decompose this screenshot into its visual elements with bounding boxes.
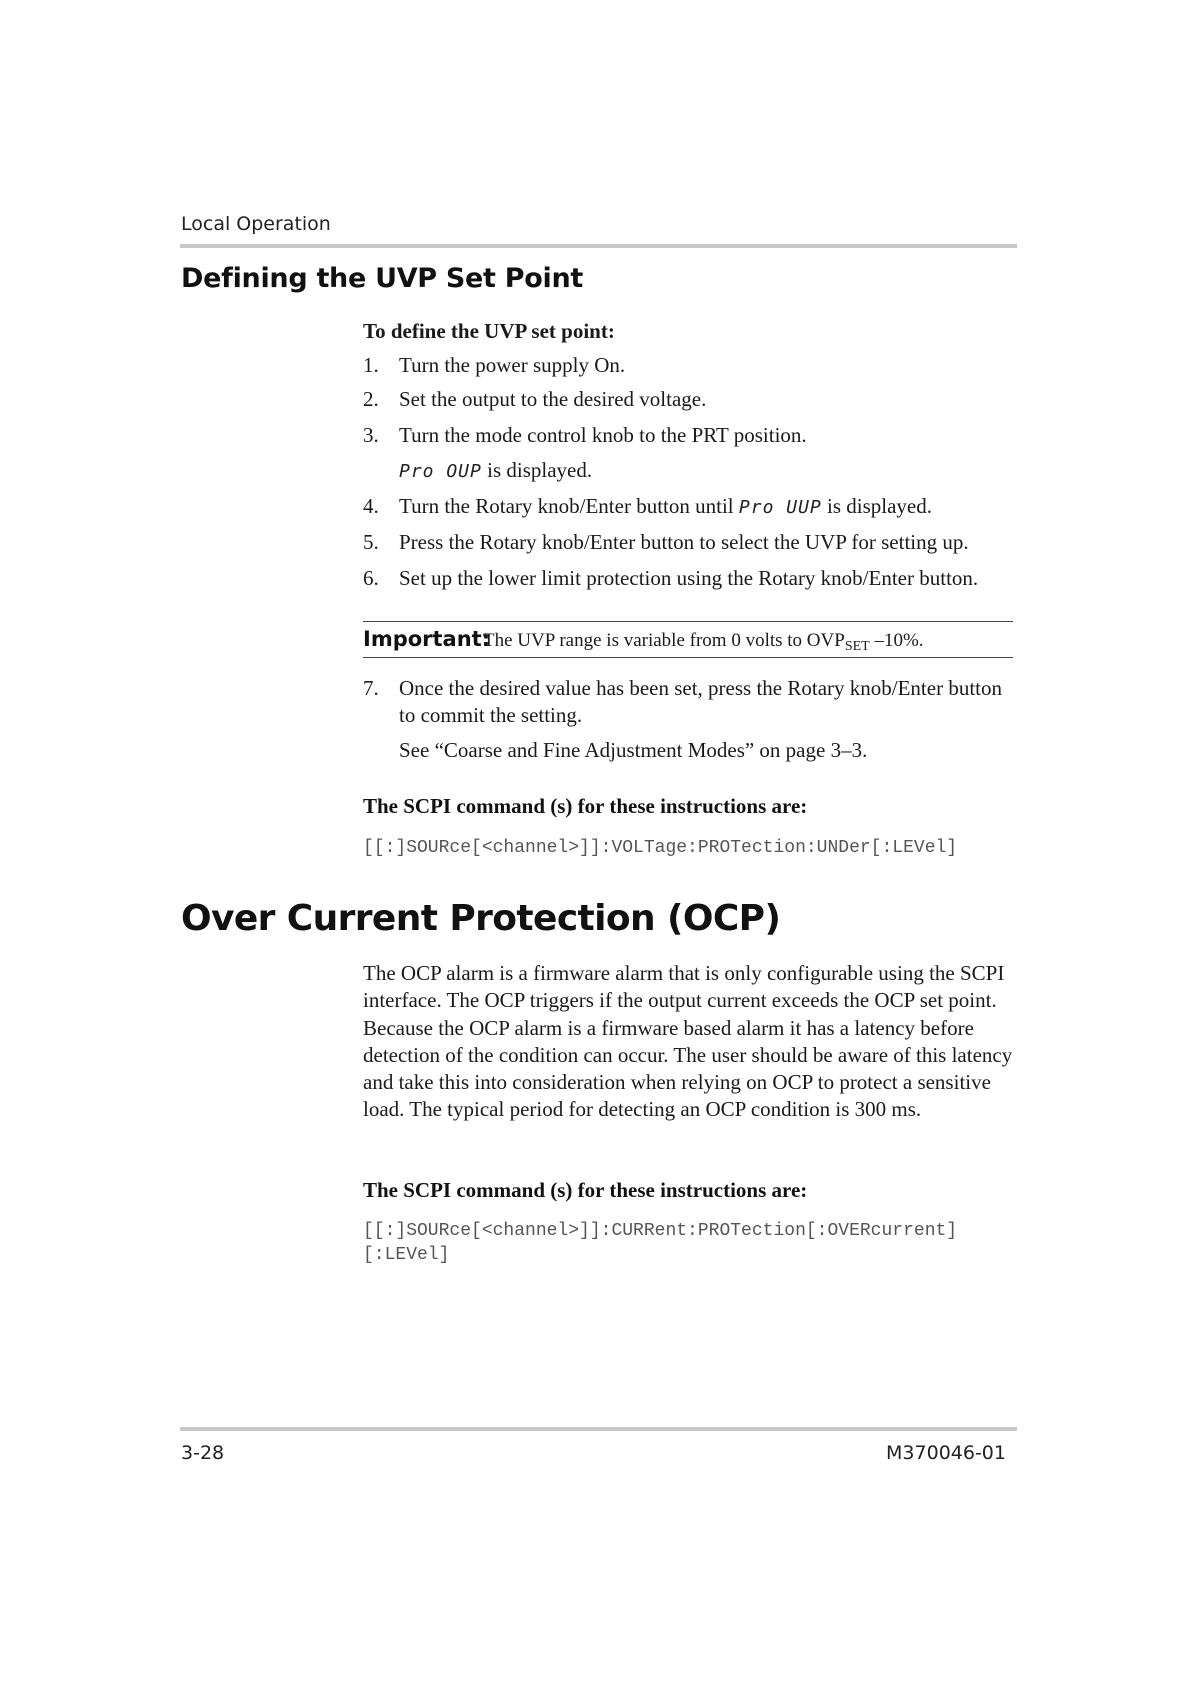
important-subscript: SET [844,639,870,654]
step-text-post: is displayed. [821,494,932,518]
step-number: 5. [363,530,379,554]
step-number: 1. [363,353,379,377]
lcd-display-text: Pro UUP [738,497,822,518]
scpi-command-continued: [:LEVel] [363,1245,450,1265]
step-text: Once the desired value has been set, press the Rotary knob/Enter button to commit the setting. [399,676,1002,727]
scpi-command: [[:]SOURce[<channel>]]:VOLTage:PROTection:UNDer[:LEVel] [363,838,958,858]
step-number: 7. [363,676,379,700]
ocp-paragraph: The OCP alarm is a firmware alarm that is only configurable using the SCPI interface. The OCP triggers if the output current exceeds the OCP set point. Because the OCP alarm is a firmware based alarm it has a latency before detection of the condition can occur. The user should be aware of this latency and take this into consideration when relying on OCP to protect a sensitive load. The typical period for detecting an OCP condition is 300 ms. [363,961,1013,1122]
cross-reference: See “Coarse and Fine Adjustment Modes” on page 3–3. [399,738,868,762]
document-number: M370046-01 [886,1442,1006,1464]
step-result-text [399,457,1023,485]
important-text-post: –10%. [869,630,924,651]
scpi-command: [[:]SOURce[<channel>]]:CURRent:PROTection[:OVERcurrent] [363,1221,958,1241]
step-number: 6. [363,566,379,590]
step-text: Turn the mode control knob to the PRT position. [399,423,807,447]
step-text: Press the Rotary knob/Enter button to select the UVP for setting up. [399,530,969,554]
uvp-section-heading: Defining the UVP Set Point [181,263,583,294]
step-text [399,493,1023,521]
step-text: Set the output to the desired voltage. [399,387,707,411]
running-header: Local Operation [181,213,331,235]
procedure-title: To define the UVP set point: [363,319,615,343]
step-number: 3. [363,423,379,447]
lcd-display-text: Pro OUP [399,461,482,482]
page-number: 3-28 [181,1442,225,1464]
ocp-section-heading: Over Current Protection (OCP) [181,898,781,939]
scpi-label: The SCPI command (s) for these instructions are: [363,794,808,818]
step-number: 4. [363,494,379,518]
important-text [483,630,924,655]
scpi-label: The SCPI command (s) for these instructions are: [363,1178,808,1202]
important-note [363,621,1013,658]
step-number: 2. [363,387,379,411]
header-rule [180,244,1017,248]
important-label: Important: [363,627,491,651]
footer-rule [180,1427,1017,1431]
step-text: Turn the power supply On. [399,353,626,377]
important-text-pre: The UVP range is variable from 0 volts to OVP [483,630,845,651]
step-text-pre: Turn the Rotary knob/Enter button until [399,494,739,518]
step-text: Set up the lower limit protection using the Rotary knob/Enter button. [399,566,979,590]
display-suffix: is displayed. [481,458,593,482]
